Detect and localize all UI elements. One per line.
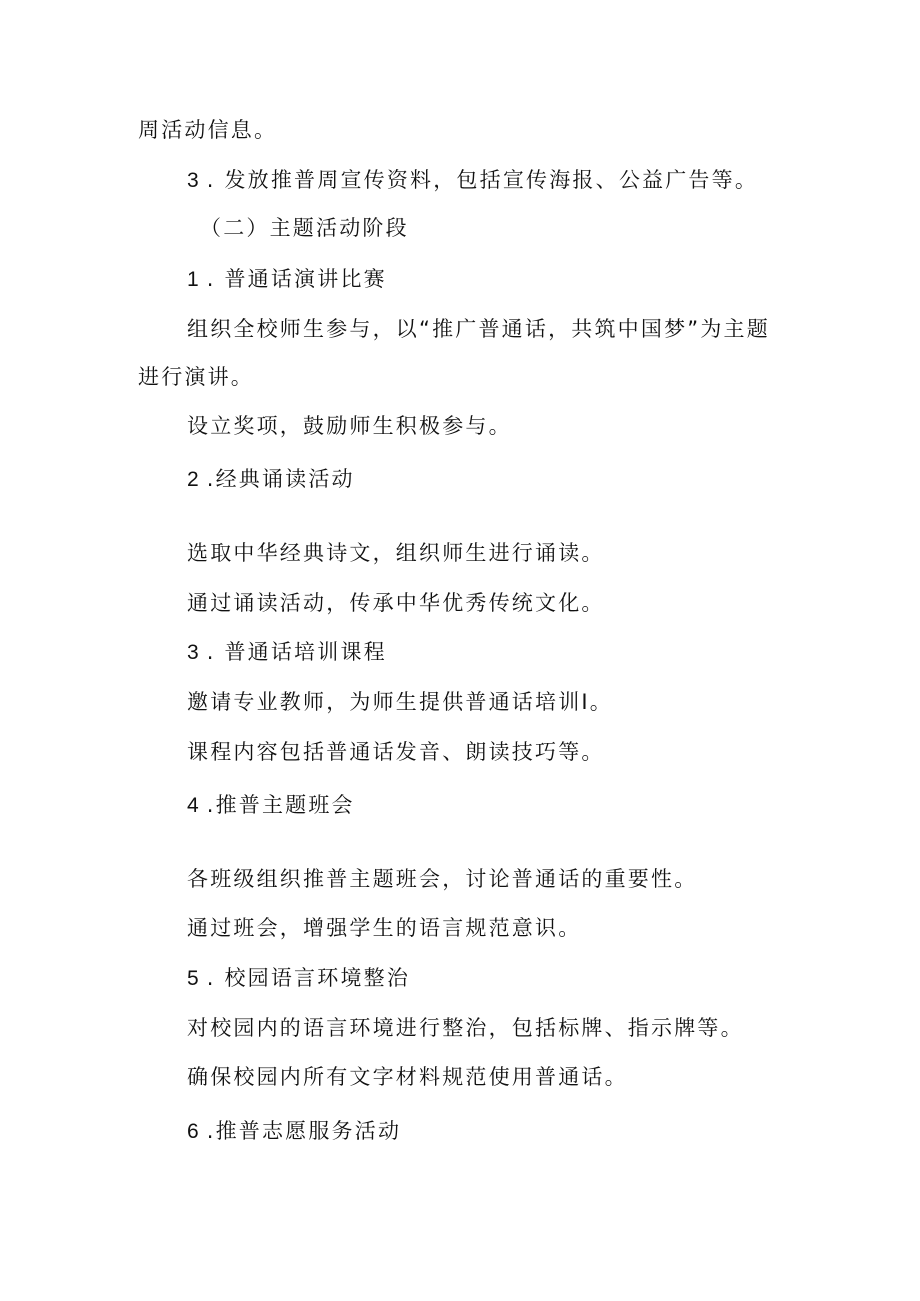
list-text: .推普主题班会	[206, 793, 355, 817]
list-item-6-volunteer-service	[187, 1116, 401, 1147]
list-number: 6	[187, 1120, 199, 1143]
list-number: 4	[187, 794, 199, 817]
list-number: 3	[187, 169, 199, 192]
list-text: . 普通话培训课程	[206, 640, 387, 664]
section-heading-theme-activities: （二）主题活动阶段	[200, 216, 409, 240]
list-item-3-training-course	[187, 637, 387, 668]
list-text: . 发放推普周宣传资料，包括宣传海报、公益广告等。	[206, 168, 759, 192]
paragraph-line: 通过班会，增强学生的语言规范意识。	[187, 916, 582, 940]
list-item-4-class-meeting	[187, 790, 355, 821]
list-number: 3	[187, 641, 199, 664]
list-item-2-classic-reading	[187, 464, 355, 495]
list-number: 1	[187, 268, 199, 291]
paragraph-line: 通过诵读活动，传承中华优秀传统文化。	[187, 591, 605, 615]
paragraph-line: 邀请专业教师，为师生提供普通话培训I。	[187, 690, 613, 714]
paragraph-line: 进行演讲。	[138, 365, 254, 389]
list-text: .经典诵读活动	[206, 467, 355, 491]
paragraph-line: 课程内容包括普通话发音、朗读技巧等。	[187, 740, 605, 764]
list-number: 2	[187, 468, 199, 491]
list-item-5-language-environment	[187, 963, 410, 994]
paragraph-line: 设立奖项，鼓励师生积极参与。	[187, 414, 512, 438]
paragraph-line: 组织全校师生参与，以“推广普通话，共筑中国梦”为主题	[187, 317, 770, 341]
list-text: . 普通话演讲比赛	[206, 267, 387, 291]
paragraph-line: 确保校园内所有文字材料规范使用普通话。	[187, 1065, 628, 1089]
list-number: 5	[187, 967, 199, 990]
list-text: .推普志愿服务活动	[206, 1119, 402, 1143]
paragraph-line: 对校园内的语言环境进行整治，包括标牌、指示牌等。	[187, 1016, 744, 1040]
paragraph-line: 各班级组织推普主题班会，讨论普通话的重要性。	[187, 867, 698, 891]
list-text: . 校园语言环境整治	[206, 966, 411, 990]
paragraph-continuation: 周活动信息。	[138, 118, 278, 142]
list-item-1-speech-contest	[187, 264, 387, 295]
list-item-3-distribute-materials	[187, 165, 758, 196]
paragraph-line: 选取中华经典诗文，组织师生进行诵读。	[187, 541, 605, 565]
